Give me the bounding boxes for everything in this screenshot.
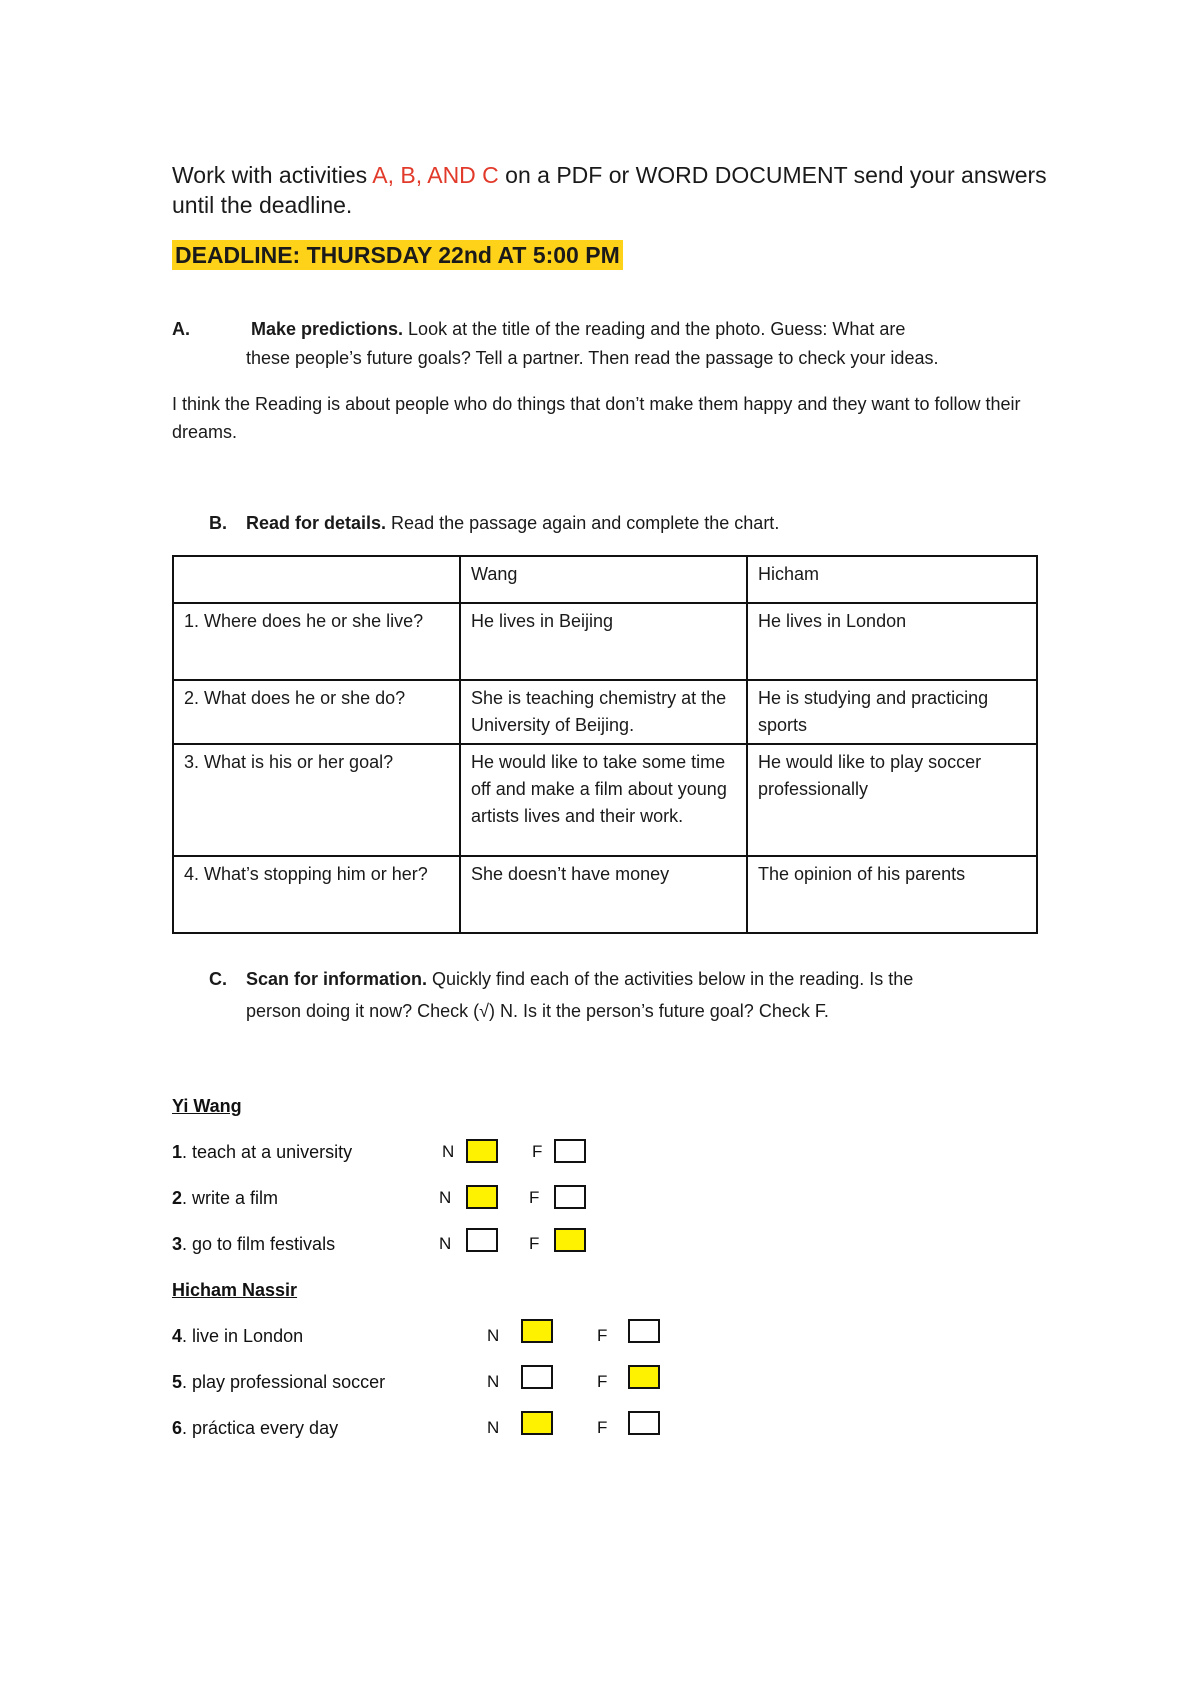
chart-header-wang: Wang bbox=[460, 556, 747, 603]
activity-text: . go to film festivals bbox=[182, 1234, 336, 1254]
chart-question-cell: 1. Where does he or she live? bbox=[173, 603, 460, 680]
checkbox-n[interactable] bbox=[466, 1139, 498, 1163]
table-row bbox=[173, 856, 1037, 933]
activity-item bbox=[172, 1230, 335, 1258]
section-a-line1 bbox=[172, 315, 906, 343]
chart-hicham-cell: The opinion of his parents bbox=[747, 856, 1037, 933]
section-a-line1-rest: Look at the title of the reading and the photo. Guess: What are bbox=[403, 319, 906, 339]
section-b-rest: Read the passage again and complete the chart. bbox=[386, 513, 780, 533]
table-row bbox=[173, 603, 1037, 680]
chart-hicham-cell: He would like to play soccer professionally bbox=[747, 744, 1037, 856]
label-f: F bbox=[597, 1372, 608, 1391]
section-b-instruction bbox=[209, 509, 780, 537]
table-row bbox=[173, 680, 1037, 744]
instruction-activities-highlight: A, B, AND C bbox=[372, 162, 499, 188]
label-n: N bbox=[439, 1188, 452, 1207]
section-c-line1-rest: Quickly find each of the activities below in the reading. Is the bbox=[427, 969, 914, 989]
chart-wang-cell: He lives in Beijing bbox=[460, 603, 747, 680]
checkbox-f[interactable] bbox=[628, 1411, 660, 1435]
label-n: N bbox=[439, 1234, 452, 1253]
section-c-line2: person doing it now? Check (√) N. Is it the person’s future goal? Check F. bbox=[246, 1001, 829, 1021]
checkbox-f[interactable] bbox=[554, 1228, 586, 1252]
label-n: N bbox=[487, 1418, 500, 1437]
instruction-part2: on a PDF or WORD DOCUMENT send your answers until the deadline. bbox=[172, 162, 1047, 218]
section-c-lead: Scan for information. bbox=[246, 969, 428, 989]
label-n: N bbox=[442, 1142, 455, 1161]
section-c-letter: C. bbox=[209, 969, 227, 989]
chart-header-cell-empty bbox=[173, 556, 460, 603]
section-a-answer: I think the Reading is about people who do things that don’t make them happy and they want to follow their dreams. bbox=[172, 394, 1021, 442]
activity-number: 3 bbox=[172, 1234, 183, 1254]
checkbox-f[interactable] bbox=[628, 1365, 660, 1389]
activity-text: . play professional soccer bbox=[182, 1372, 386, 1392]
checkbox-n[interactable] bbox=[521, 1411, 553, 1435]
table-row bbox=[173, 744, 1037, 856]
section-c-line1 bbox=[209, 965, 914, 993]
person-name-yi-wang: Yi Wang bbox=[172, 1096, 242, 1116]
instruction-heading bbox=[172, 160, 1052, 220]
activity-item bbox=[172, 1414, 338, 1442]
section-b-letter: B. bbox=[209, 513, 227, 533]
checkbox-n[interactable] bbox=[466, 1185, 498, 1209]
activity-item bbox=[172, 1184, 278, 1212]
chart-hicham-cell: He is studying and practicing sports bbox=[747, 680, 1037, 744]
chart-question-cell: 3. What is his or her goal? bbox=[173, 744, 460, 856]
activity-item bbox=[172, 1138, 352, 1166]
label-f: F bbox=[532, 1142, 543, 1161]
chart-wang-cell: He would like to take some time off and make a film about young artists lives and their work. bbox=[460, 744, 747, 856]
checkbox-f[interactable] bbox=[628, 1319, 660, 1343]
checkbox-n[interactable] bbox=[466, 1228, 498, 1252]
checkbox-f[interactable] bbox=[554, 1185, 586, 1209]
chart-hicham-cell: He lives in London bbox=[747, 603, 1037, 680]
section-a-lead: Make predictions. bbox=[251, 319, 404, 339]
chart-question-cell: 2. What does he or she do? bbox=[173, 680, 460, 744]
section-a-letter: A. bbox=[172, 319, 190, 339]
label-f: F bbox=[597, 1418, 608, 1437]
activity-number: 2 bbox=[172, 1188, 183, 1208]
activity-item bbox=[172, 1322, 303, 1350]
activity-number: 4 bbox=[172, 1326, 183, 1346]
chart-header-hicham: Hicham bbox=[747, 556, 1037, 603]
activity-item bbox=[172, 1368, 385, 1396]
activity-text: . live in London bbox=[182, 1326, 304, 1346]
activity-text: . práctica every day bbox=[182, 1418, 339, 1438]
activity-number: 6 bbox=[172, 1418, 183, 1438]
checkbox-f[interactable] bbox=[554, 1139, 586, 1163]
label-n: N bbox=[487, 1372, 500, 1391]
chart-question-cell: 4. What’s stopping him or her? bbox=[173, 856, 460, 933]
label-n: N bbox=[487, 1326, 500, 1345]
label-f: F bbox=[597, 1326, 608, 1345]
label-f: F bbox=[529, 1188, 540, 1207]
activity-number: 1 bbox=[172, 1142, 183, 1162]
deadline-banner: DEADLINE: THURSDAY 22nd AT 5:00 PM bbox=[172, 240, 623, 270]
section-a-line2: these people’s future goals? Tell a partner. Then read the passage to check your ideas. bbox=[246, 348, 939, 368]
activity-number: 5 bbox=[172, 1372, 183, 1392]
details-chart bbox=[172, 555, 1038, 934]
checkbox-n[interactable] bbox=[521, 1365, 553, 1389]
chart-header-row bbox=[173, 556, 1037, 603]
activity-text: . teach at a university bbox=[182, 1142, 353, 1162]
instruction-part1: Work with activities bbox=[172, 162, 373, 188]
chart-wang-cell: She doesn’t have money bbox=[460, 856, 747, 933]
section-b-lead: Read for details. bbox=[246, 513, 387, 533]
checkbox-n[interactable] bbox=[521, 1319, 553, 1343]
person-name-hicham-nassir: Hicham Nassir bbox=[172, 1280, 298, 1300]
label-f: F bbox=[529, 1234, 540, 1253]
activity-text: . write a film bbox=[182, 1188, 279, 1208]
chart-wang-cell: She is teaching chemistry at the University of Beijing. bbox=[460, 680, 747, 744]
